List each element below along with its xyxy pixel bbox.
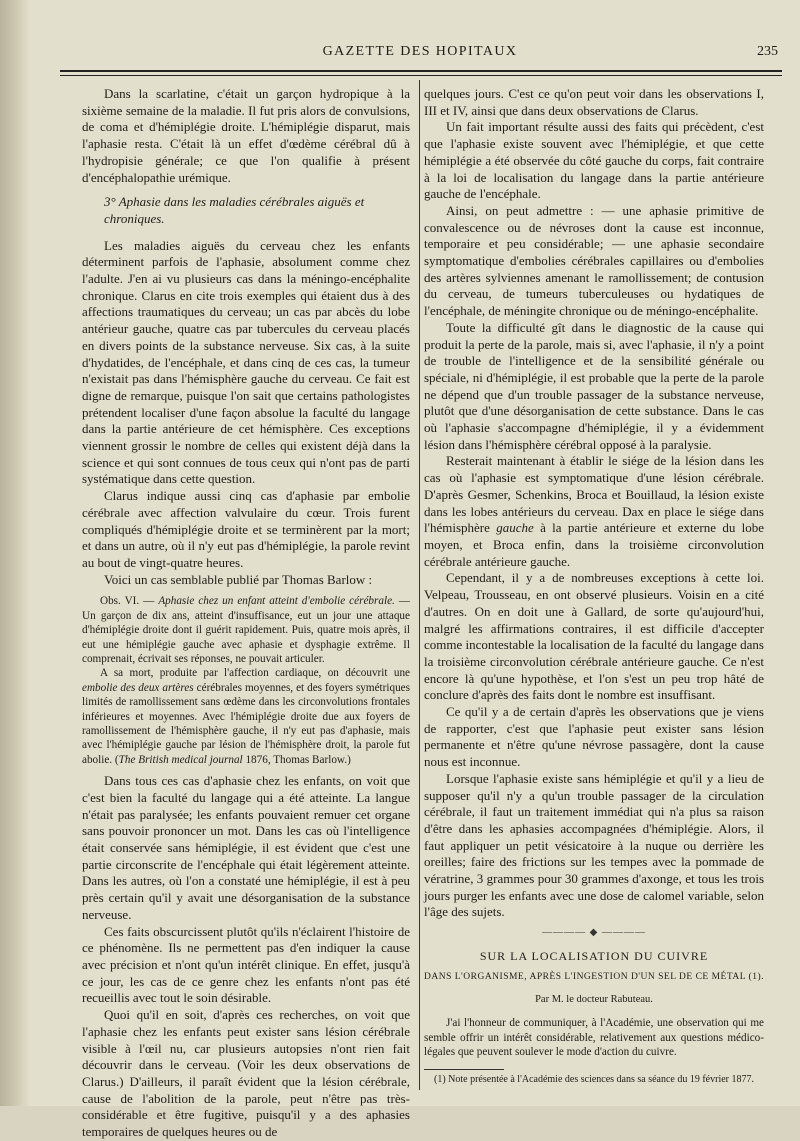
paragraph: Quoi qu'il en soit, d'après ces recherches, on voit que l'aphasie chez les enfants peut exister sans lésion cérébrale visible à l'œil nu, car plusieurs autopsies n'ont rien fait découvrir dans le cerveau. (Voir les deux observations de Clarus.) D'ailleurs, il paraît évident que la lésion cérébrale, cause de l'abolition de la parole, peut n'être pas très-considérable et être fugitive, puisqu'il y a des aphasies temporaires de quelques heures ou de bbox=[82, 1007, 410, 1140]
observation-text: — Un garçon de dix ans, atteint d'insuffisance, eut un jour une attaque d'hémiplégie droite dont il guérit rapidement. Puis, quatre mois après, il eut une hémiplégie gauche avec aphasie et dysphagie extrême. Il comprenait, écrivait ses réponses, ne pouvait articuler. bbox=[82, 595, 410, 666]
paragraph: Les maladies aiguës du cerveau chez les enfants déterminent parfois de l'aphasie, absolument comme chez l'adulte. J'en ai vu plusieurs cas dans la méningo-encéphalite chronique. Clarus en cite trois exemples qui étaient dus à des affections traumatiques du cerveau; un cas par abcès du lobe antérieur gauche, quatre cas par tubercules du cerveau placés en divers points de la substance nerveuse. Six cas, à la suite d'hydatides, de l'encéphale, et dans cinq de ces cas, la tumeur n'existait pas dans l'hémisphère gauche du cerveau. Ce fait est digne de remarque, puisque l'on sait que certains pathologistes prétendent localiser d'une façon absolue la faculté du langage dans la partie antérieure de cet hémisphère. Ces exceptions viennent grossir le nombre de celles qui existent déjà dans la science et qui sont connues de tous ceux qui n'ont pas de parti systématique dans cette question. bbox=[82, 237, 410, 487]
observation-title: Aphasie chez un enfant atteint d'embolie cérébrale. bbox=[158, 595, 395, 608]
article-divider: ———— ◆ ———— bbox=[542, 927, 646, 939]
column-divider bbox=[419, 80, 420, 1090]
page-number: 235 bbox=[757, 44, 778, 59]
observation-autopsy: A sa mort, produite par l'affection cardiaque, on découvrit une embolie des deux artères cérébrales moyennes, et des foyers symétriques limités de ramollissement sans œdème dans les circonvolutions frontales inférieures et moyennes. Avec l'hémiplégie droite due aux foyers de ramollissement de l'hémisphère gauche, il n'y eut pas d'aphasie, mais avec l'hémiplégie gauche par lésion de l'hémisphère droit, la parole fut abolie. (The British medical journal 1876, Thomas Barlow.) bbox=[82, 667, 411, 766]
paragraph: Toute la difficulté gît dans le diagnostic de la cause qui produit la perte de la parole, mais si, avec l'aphasie, il n'y a point de trouble de l'intelligence et de la sensibilité générale ou spéciale, ni d'hémiplégie, il est probable que la perte de la parole ne dépend que d'un trouble passager de la substance nerveuse, plutôt que d'une désorganisation de cette substance. Dans le cas où l'aphasie s'accompagne d'hémiplégie, il y a évidemment lésion dans l'hémisphère cérébral opposé à la paralysie. bbox=[424, 319, 764, 452]
paragraph: Dans tous ces cas d'aphasie chez les enfants, on voit que c'est bien la faculté du langage qui a été atteinte. La langue n'était pas paralysée; les enfants pouvaient remuer cet organe sans pouvoir prononcer un mot. Dans les cas où l'intelligence était conservée sans hémiplégie, il est évident que c'est une partie circonscrite de l'encéphale qui était légèrement atteinte. Dans les autres, où l'on a constaté une hémiplégie, il est à peu près certain qu'il y avait une désorganisation de la substance nerveuse. bbox=[82, 773, 410, 922]
paragraph-continued: quelques jours. C'est ce qu'on peut voir dans les observations I, III et IV, ainsi que dans deux observations de Clarus. bbox=[424, 86, 764, 118]
paragraph: Dans la scarlatine, c'était un garçon hydropique à la sixième semaine de la maladie. Il fut pris alors de convulsions, de coma et d'hémiplégie droite. L'hémiplégie disparut, mais l'aphasie resta. C'était là un effet d'œdème cérébral dû à l'hydropisie générale; ce que l'on qualifie à présent d'encéphalopathie urémique. bbox=[82, 86, 410, 185]
left-column bbox=[82, 86, 410, 1141]
paragraph: Lorsque l'aphasie existe sans hémiplégie et qu'il y a lieu de supposer qu'il n'y a qu'un trouble passager de la circulation cérébrale, il faut un traitement immédiat qui n'a plus sa raison d'être dans les aphasies accompagnées d'hémiplégie. Alors, il faut appliquer un petit vésicatoire à la nuque ou derrière les oreilles; faire des frictions sur les tempes avec la pommade de vératrine, 3 grammes pour 30 grammes d'axonge, et tous les trois jours purger les enfants avec une dose de calomel variable, selon l'âge des sujets. bbox=[424, 770, 764, 920]
citation-source: The British medical journal bbox=[118, 753, 243, 766]
right-column bbox=[424, 86, 764, 1086]
paragraph: Ainsi, on peut admettre : — une aphasie primitive de convalescence ou de névroses dont la cause est inconnue, temporaire et peu considérable; — une aphasie secondaire symptomatique d'embolies cérébrales capillaires ou d'embolies des artères sylviennes amenant le ramollissement; de contusion du cerveau, de tumeurs tuberculeuses ou hydatiques de l'encéphale, de méningite chronique ou de méningo-encéphalite. bbox=[424, 202, 764, 319]
paragraph: J'ai l'honneur de communiquer, à l'Académie, une observation qui me semble offrir un intérêt considérable, relativement aux questions médico-légales que peuvent soulever le mode d'action du cuivre. bbox=[424, 1017, 764, 1059]
header-rule-thick bbox=[60, 70, 782, 72]
paragraph: Ce qu'il y a de certain d'après les observations que je viens de rapporter, c'est que l'aphasie peut exister sans lésion permanente et n'être qu'une névrose passagère, dont la cause nous est inconnue. bbox=[424, 704, 764, 770]
paragraph: Clarus indique aussi cinq cas d'aphasie par embolie cérébrale avec affection valvulaire du cœur. Trois furent compliqués d'hémiplégie droite et se terminèrent par la mort; et dans un autre, où il n'y eut pas d'hémiplégie, la parole revint au bout de vingt-quatre heures. bbox=[82, 488, 410, 570]
paragraph: Ces faits obscurcissent plutôt qu'ils n'éclairent l'histoire de ce phénomène. Ils ne permettent pas d'en indiquer la cause avec précision et n'ont qu'un intérêt clinique. En effet, jusqu'à ce jour, les cas de ce genre chez les enfants n'ont pas été recueillis avec tout le soin désirable. bbox=[82, 923, 410, 1006]
observation-label: Obs. VI. — bbox=[100, 595, 155, 608]
footnote: (1) Note présentée à l'Académie des sciences dans sa séance du 19 février 1877. bbox=[434, 1074, 754, 1086]
binding-shadow bbox=[0, 0, 30, 1106]
paragraph: Resterait maintenant à établir le siége de la lésion dans les cas où l'aphasie est symptomatique d'une lésion cérébrale. D'après Gesmer, Schenkins, Broca et Bouillaud, la lésion existe dans les lobes antérieurs du cerveau. Dax en place le siége dans l'hémisphère gauche à la partie antérieure et externe du lobe moyen, et Broca enfin, dans la troisième circonvolution cérébrale antérieure gauche. bbox=[424, 453, 765, 569]
journal-title: GAZETTE DES HOPITAUX bbox=[322, 44, 518, 59]
paragraph: Cependant, il y a de nombreuses exceptions à cette loi. Velpeau, Trousseau, en ont observé plusieurs. Voisin en a cité d'autres. On en doit une à Gallard, de sorte qu'aujourd'hui, malgré les affirmations contraires, il est difficile d'accepter comme incontestable la localisation de la faculté du langage dans la troisième circonvolution cérébrale antérieure gauche. Ce n'est encore là qu'une hypothèse, et l'on s'est un peu trop hâté de conclure d'après des faits dont le nombre est insuffisant. bbox=[424, 570, 764, 703]
page-header bbox=[60, 44, 780, 66]
paragraph: Voici un cas semblable publié par Thomas Barlow : bbox=[104, 571, 373, 587]
paragraph: Un fait important résulte aussi des faits qui précèdent, c'est que l'aphasie existe souvent avec l'hémiplégie, et que cette hémiplégie a été observée du côté gauche du corps, fait contraire à la loi de localisation du langage dans la partie antérieure gauche de l'encéphale. bbox=[424, 119, 764, 202]
article-subtitle: DANS L'ORGANISME, APRÈS L'INGESTION D'UN SEL DE CE MÉTAL (1). bbox=[424, 971, 765, 982]
observation-vi bbox=[82, 594, 410, 666]
header-rule-thin bbox=[60, 75, 782, 76]
article-title: SUR LA LOCALISATION DU CUIVRE bbox=[479, 949, 709, 964]
section-heading: 3° Aphasie dans les maladies cérébrales aiguës et chroniques. bbox=[104, 194, 365, 226]
article-author: Par M. le docteur Rabuteau. bbox=[535, 993, 653, 1005]
footnote-rule bbox=[424, 1069, 504, 1070]
